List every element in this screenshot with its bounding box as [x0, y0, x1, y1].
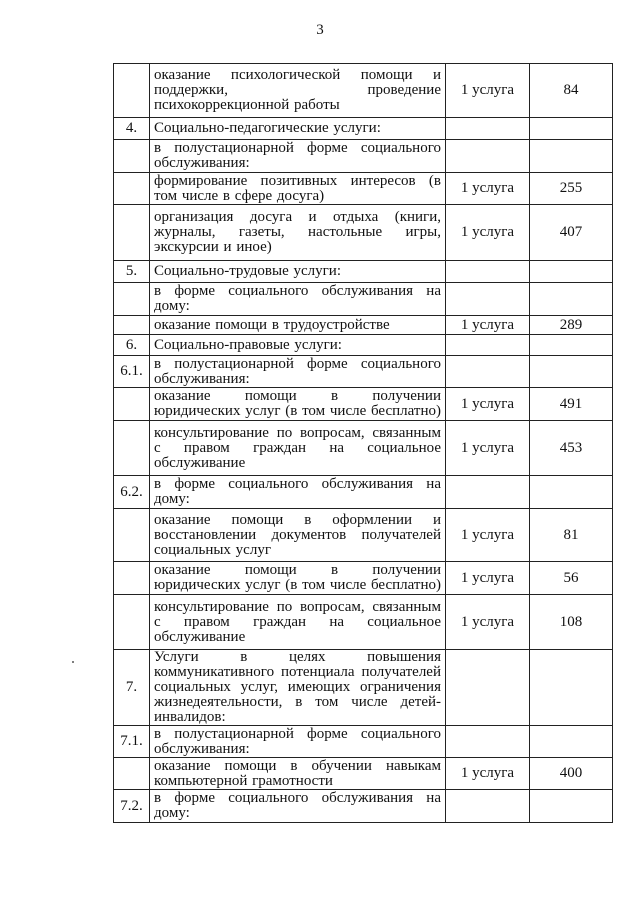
unit-cell: 1 услуга — [446, 562, 530, 595]
service-name-cell: в полустационарной форме социального обслуживания: — [150, 140, 446, 173]
table-row — [114, 726, 613, 758]
service-name-cell: в полустационарной форме социального обслуживания: — [150, 356, 446, 388]
price-cell — [530, 261, 613, 283]
table-row — [114, 790, 613, 823]
price-cell: 108 — [530, 595, 613, 650]
price-cell: 255 — [530, 173, 613, 205]
service-name-cell: в форме социального обслуживания на дому: — [150, 283, 446, 316]
unit-cell — [446, 356, 530, 388]
row-number-cell — [114, 421, 150, 476]
unit-cell — [446, 283, 530, 316]
row-number-cell — [114, 509, 150, 562]
table-row — [114, 562, 613, 595]
row-number-cell — [114, 595, 150, 650]
row-number-cell — [114, 140, 150, 173]
service-name-cell: консультирование по вопросам, связанным с правом граждан на социальное обслуживание — [150, 421, 446, 476]
table-row — [114, 421, 613, 476]
service-name-cell: Услуги в целях повышения коммуникативного потенциала получателей социальных услуг, имеющих ограничения жизнедеятельности, в том числе детей-инвалидов: — [150, 650, 446, 726]
price-cell — [530, 118, 613, 140]
table-row — [114, 173, 613, 205]
row-number-cell: 7.2. — [114, 790, 150, 823]
service-name-cell: формирование позитивных интересов (в том числе в сфере досуга) — [150, 173, 446, 205]
table-row — [114, 388, 613, 421]
row-number-cell — [114, 758, 150, 790]
table-row — [114, 476, 613, 509]
table-row — [114, 140, 613, 173]
table-row — [114, 335, 613, 356]
price-cell — [530, 335, 613, 356]
services-table-body — [114, 64, 613, 823]
unit-cell: 1 услуга — [446, 509, 530, 562]
unit-cell: 1 услуга — [446, 64, 530, 118]
service-name-cell: Социально-правовые услуги: — [150, 335, 446, 356]
price-cell: 289 — [530, 316, 613, 335]
unit-cell — [446, 140, 530, 173]
row-number-cell: 7. — [114, 650, 150, 726]
row-number-cell — [114, 283, 150, 316]
page-number: 3 — [316, 22, 324, 38]
row-number-cell — [114, 173, 150, 205]
service-name-cell: оказание помощи в получении юридических услуг (в том числе бесплатно) — [150, 562, 446, 595]
unit-cell: 1 услуга — [446, 421, 530, 476]
row-number-cell: 5. — [114, 261, 150, 283]
service-name-cell: Социально-трудовые услуги: — [150, 261, 446, 283]
service-name-cell: в форме социального обслуживания на дому: — [150, 476, 446, 509]
service-name-cell: оказание помощи в оформлении и восстановлении документов получателей социальных услуг — [150, 509, 446, 562]
scan-speck — [72, 661, 74, 663]
services-tariff-table — [113, 63, 613, 823]
table-row — [114, 118, 613, 140]
service-name-cell: оказание помощи в обучении навыкам компьютерной грамотности — [150, 758, 446, 790]
service-name-cell: оказание помощи в трудоустройстве — [150, 316, 446, 335]
table-row — [114, 650, 613, 726]
service-name-cell: оказание помощи в получении юридических услуг (в том числе бесплатно) — [150, 388, 446, 421]
row-number-cell: 7.1. — [114, 726, 150, 758]
price-cell: 453 — [530, 421, 613, 476]
price-cell — [530, 283, 613, 316]
unit-cell: 1 услуга — [446, 173, 530, 205]
unit-cell — [446, 261, 530, 283]
price-cell: 84 — [530, 64, 613, 118]
row-number-cell — [114, 205, 150, 261]
price-cell — [530, 140, 613, 173]
price-cell: 81 — [530, 509, 613, 562]
row-number-cell: 6.1. — [114, 356, 150, 388]
price-cell: 56 — [530, 562, 613, 595]
table-row — [114, 205, 613, 261]
table-row — [114, 509, 613, 562]
row-number-cell — [114, 64, 150, 118]
price-cell — [530, 356, 613, 388]
service-name-cell: оказание психологической помощи и поддержки, проведение психокоррекционной работы — [150, 64, 446, 118]
table-row — [114, 758, 613, 790]
row-number-cell — [114, 562, 150, 595]
unit-cell — [446, 476, 530, 509]
price-cell: 400 — [530, 758, 613, 790]
unit-cell: 1 услуга — [446, 205, 530, 261]
service-name-cell: консультирование по вопросам, связанным с правом граждан на социальное обслуживание — [150, 595, 446, 650]
row-number-cell: 6.2. — [114, 476, 150, 509]
row-number-cell — [114, 388, 150, 421]
row-number-cell: 6. — [114, 335, 150, 356]
table-row — [114, 356, 613, 388]
table-row — [114, 261, 613, 283]
unit-cell — [446, 650, 530, 726]
service-name-cell: Социально-педагогические услуги: — [150, 118, 446, 140]
table-row — [114, 64, 613, 118]
unit-cell — [446, 790, 530, 823]
table-row — [114, 595, 613, 650]
service-name-cell: организация досуга и отдыха (книги, журналы, газеты, настольные игры, экскурсии и иное) — [150, 205, 446, 261]
unit-cell: 1 услуга — [446, 316, 530, 335]
unit-cell — [446, 726, 530, 758]
price-cell — [530, 476, 613, 509]
price-cell — [530, 650, 613, 726]
unit-cell — [446, 118, 530, 140]
price-cell: 407 — [530, 205, 613, 261]
table-row — [114, 316, 613, 335]
unit-cell: 1 услуга — [446, 595, 530, 650]
service-name-cell: в форме социального обслуживания на дому: — [150, 790, 446, 823]
unit-cell — [446, 335, 530, 356]
row-number-cell — [114, 316, 150, 335]
unit-cell: 1 услуга — [446, 388, 530, 421]
service-name-cell: в полустационарной форме социального обслуживания: — [150, 726, 446, 758]
row-number-cell: 4. — [114, 118, 150, 140]
price-cell — [530, 726, 613, 758]
table-row — [114, 283, 613, 316]
price-cell — [530, 790, 613, 823]
price-cell: 491 — [530, 388, 613, 421]
unit-cell: 1 услуга — [446, 758, 530, 790]
